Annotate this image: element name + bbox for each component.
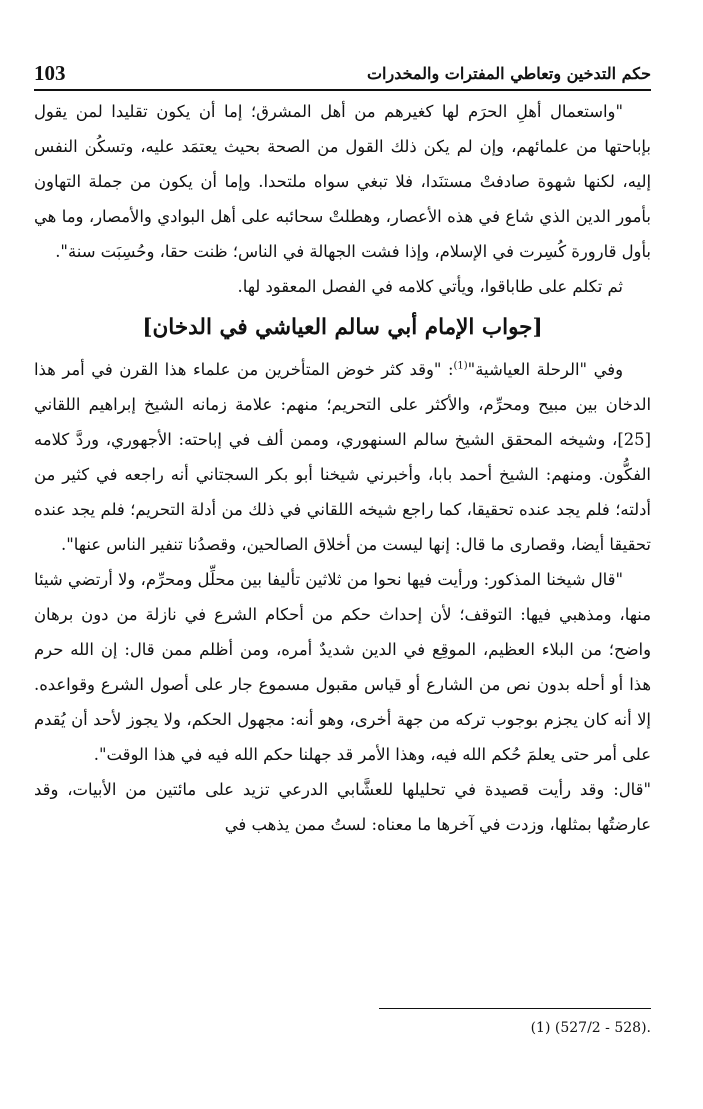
paragraph-shaykh-said: "قال شيخنا المذكور: ورأيت فيها نحوا من ثلاثين تأليفا بين محلِّل ومحرِّم، ولا أرتضي شيئا منها، ومذهبي فيها: التوقف؛ لأن إحداث حكم من أحكام الشرع في نازلة من دون برهان واضح؛ من البلاء العظيم، الموقِع في الدين شديدٌ أمره، ومن أظلم ممن قال: إن الله حرم هذا أو أحله بدون نص من الشارع أو قياس مقبول مسموع جار على أصول الشرع وقواعده. إلا أنه كان يجزم بوجوب تركه من جهة أخرى، وهو أنه: مجهول الحكم، ولا يجوز لأحد أن يُقدم على أمر حتى يعلمَ حُكم الله فيه، وهذا الأمر قد جهلنا حكم الله فيه في هذا الوقت". (34, 570, 651, 764)
paragraph-tabaqua: ثم تكلم على طاباقوا، ويأتي كلامه في الفصل المعقود لها. (237, 277, 623, 296)
section-heading: [جواب الإمام أبي سالم العياشي في الدخان] (142, 315, 543, 340)
rihla-intro: وفي "الرحلة العياشية" (467, 360, 623, 379)
footnote: .(528 - 527/2) (1) (530, 1020, 651, 1036)
rihla-quote: : "وقد كثر خوض المتأخرين من علماء هذا القرن في أمر هذا الدخان بين مبيح ومحرِّم، والأكثر على التحريم؛ منهم: علامة زمانه الشيخ إبراهيم اللقاني [25]، وشيخه المحقق الشيخ سالم السنهوري، وممن ألف في إباحته: الأجهوري، وردَّ كلامه الفكُّون. ومنهم: الشيخ أحمد بابا، وأخبرني شيخنا أبو بكر السجتاني أنه راجعه في كثير من أدلته؛ فلم يجد عنده تحقيقا، كما راجع شيخه اللقاني في ذلك من أدلة التحريم؛ فلم يجد عنده تحقيقا أيضا، وقصارى ما قال: إنها ليست من أخلاق الصالحين، وقصدُنا تنفير الناس عنها". (34, 360, 651, 554)
paragraph-qasida: "قال: وقد رأيت قصيدة في تحليلها للعشَّابي الدرعي تزيد على مائتين من الأبيات، وقد عارضتُها بمثلها، وزدت في آخرها ما معناه: لستُ ممن يذهب في (34, 780, 651, 834)
header-rule (34, 89, 651, 91)
page-number: 103 (34, 60, 66, 85)
page-header (34, 58, 651, 88)
footnote-reference[interactable]: (1) (453, 360, 468, 372)
main-text (34, 94, 651, 842)
paragraph-rihla (34, 352, 651, 562)
footnote-separator (379, 1008, 651, 1009)
running-title: حكم التدخين وتعاطي المفترات والمخدرات (366, 63, 651, 83)
paragraph-quote-haram: "واستعمال أهلِ الحرَم لها كغيرهم من أهل المشرق؛ إما أن يكون تقليدا لمن يقول بإباحتها من علمائهم، وإن لم يكن ذلك القول من الصحة بحيث يعتمَد عليه، وتسكُن النفس إليه، لكنها شهوة صادفتْ مستنَدا، فلا تبغي سواه ملتحدا. وإما أن يكون من جملة التهاون بأمور الدين الذي شاع في هذه الأعصار، وهطلتْ سحائبه على أهل البوادي والأمصار، وما هي بأول قارورة كُسِرت في الإسلام، وإذا فشت الجهالة في الناس؛ ظنت حقا، وحُسِبَت سنة". (34, 102, 651, 261)
